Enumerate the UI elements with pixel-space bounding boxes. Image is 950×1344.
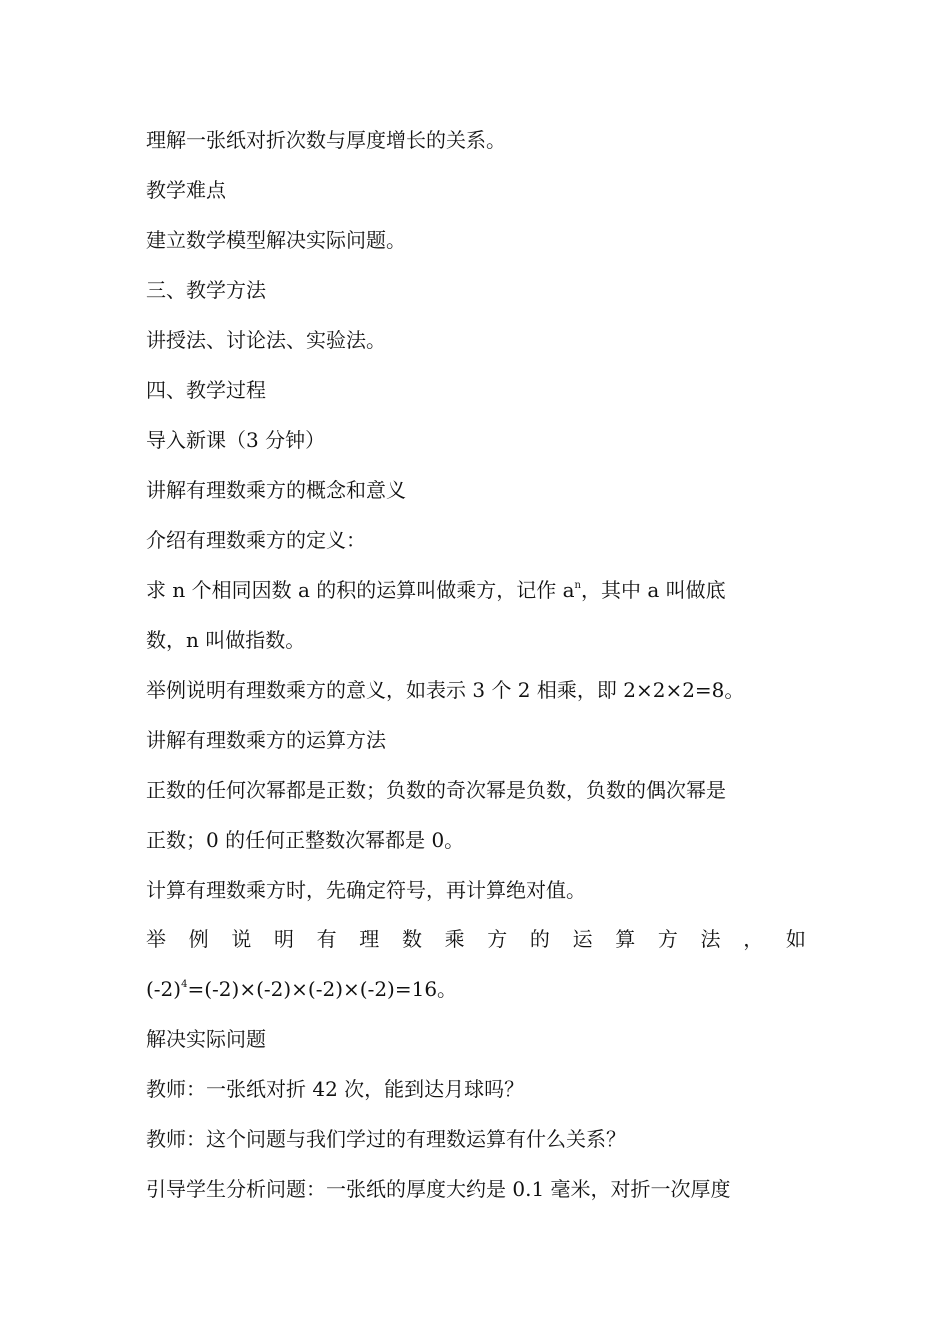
char: 方 — [657, 927, 678, 951]
text-line-21: 教师：这个问题与我们学过的有理数运算有什么关系？ — [146, 1127, 626, 1151]
formula-line — [146, 976, 457, 1002]
text-line-22: 引导学生分析问题：一张纸的厚度大约是 0.1 毫米，对折一次厚度 — [146, 1177, 731, 1201]
definition-text-part1: 求 n 个相同因数 a 的积的运算叫做乘方，记作 a — [146, 578, 575, 602]
formula-expansion: =(-2)×(-2)×(-2)×(-2)=16。 — [187, 977, 458, 1001]
char: 理 — [359, 927, 380, 951]
char: 说 — [231, 927, 252, 951]
text-line-16: 计算有理数乘方时，先确定符号，再计算绝对值。 — [146, 878, 586, 902]
char: 如 — [785, 927, 806, 951]
char: 数 — [401, 927, 422, 951]
text-line-9: 介绍有理数乘方的定义： — [146, 528, 366, 552]
subheading-method: 讲解有理数乘方的运算方法 — [146, 728, 386, 752]
char: 算 — [615, 927, 636, 951]
text-line-5: 讲授法、讨论法、实验法。 — [146, 328, 386, 352]
heading-teaching-difficulty: 教学难点 — [146, 178, 226, 202]
justified-line — [146, 926, 806, 952]
exponent-n: n — [574, 580, 581, 591]
char: 的 — [529, 927, 550, 951]
text-line-15: 正数；0 的任何正整数次幂都是 0。 — [146, 828, 465, 852]
text-line-11: 数，n 叫做指数。 — [146, 628, 306, 652]
text-line-12: 举例说明有理数乘方的意义，如表示 3 个 2 相乘，即 2×2×2=8。 — [146, 678, 745, 702]
definition-line — [146, 577, 726, 603]
subheading-practical: 解决实际问题 — [146, 1027, 266, 1051]
definition-text-part2: ，其中 a 叫做底 — [580, 578, 726, 602]
heading-teaching-methods: 三、教学方法 — [146, 278, 266, 302]
heading-teaching-process: 四、教学过程 — [146, 378, 266, 402]
subheading-concept: 讲解有理数乘方的概念和意义 — [146, 478, 406, 502]
char: 方 — [487, 927, 508, 951]
char: 乘 — [444, 927, 465, 951]
exponent-4: 4 — [181, 979, 188, 990]
text-line-20: 教师：一张纸对折 42 次，能到达月球吗？ — [146, 1077, 525, 1101]
subheading-intro: 导入新课（3 分钟） — [146, 428, 326, 452]
text-line-3: 建立数学模型解决实际问题。 — [146, 228, 406, 252]
char: 运 — [572, 927, 593, 951]
text-line-1: 理解一张纸对折次数与厚度增长的关系。 — [146, 128, 506, 152]
char: 例 — [188, 927, 209, 951]
char: 明 — [273, 927, 294, 951]
text-line-14: 正数的任何次幂都是正数；负数的奇次幂是负数，负数的偶次幂是 — [146, 778, 726, 802]
char: 举 — [146, 927, 166, 951]
char: 有 — [316, 927, 337, 951]
char: ， — [743, 927, 764, 951]
char: 法 — [700, 927, 721, 951]
formula-base: (-2) — [146, 977, 182, 1001]
